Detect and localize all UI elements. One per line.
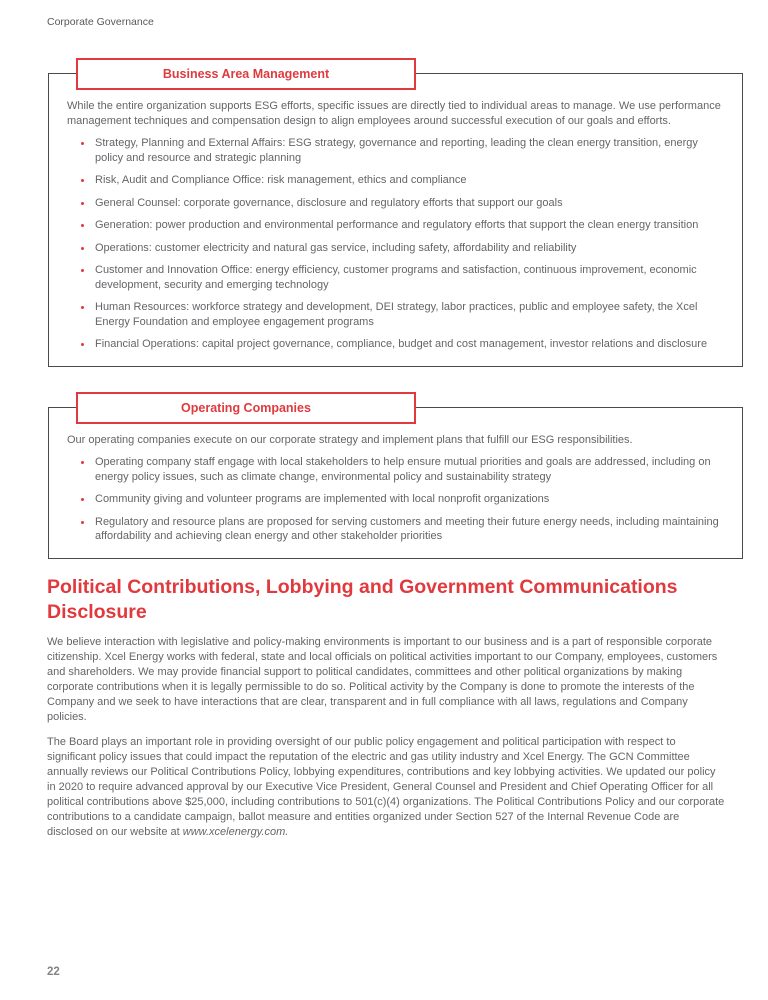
box-intro-text: While the entire organization supports ESG efforts, specific issues are directly tied to individual areas to manage. We use performance management techniques and compensation design to align employees around successful execution of our goals and efforts.: [67, 100, 721, 127]
body-paragraph-2: [47, 735, 726, 840]
operating-companies-bullet-list: [67, 455, 722, 544]
list-item: • Community giving and volunteer programs are implemented with local nonprofit organizations: [93, 492, 722, 507]
list-item: • Risk, Audit and Compliance Office: risk management, ethics and compliance: [93, 173, 722, 188]
box-title-business-area-management: Business Area Management: [76, 58, 416, 90]
list-item: • Generation: power production and environmental performance and regulatory efforts that support the clean energy transition: [93, 218, 722, 233]
list-item: • Operations: customer electricity and natural gas service, including safety, affordability and reliability: [93, 241, 722, 256]
website-text: www.xcelenergy.com.: [182, 825, 289, 838]
list-item: • Operating company staff engage with local stakeholders to help ensure mutual priorities and goals are addressed, including on energy policy issues, such as climate change, environmental policy and sustainability strategy: [93, 455, 722, 484]
business-area-bullet-list: [67, 136, 722, 352]
list-item: • Customer and Innovation Office: energy efficiency, customer programs and satisfaction, continuous improvement, economic development, security and emerging technology: [93, 263, 722, 292]
box-intro-text: Our operating companies execute on our corporate strategy and implement plans that fulfill our ESG responsibilities.: [67, 433, 633, 446]
list-item: • Human Resources: workforce strategy and development, DEI strategy, labor practices, public and employee safety, the Xcel Energy Foundation and employee engagement programs: [93, 300, 722, 329]
operating-companies-box: [48, 400, 743, 559]
section-heading: Political Contributions, Lobbying and Government Communications Disclosure: [47, 575, 678, 623]
list-item: • Strategy, Planning and External Affairs: ESG strategy, governance and reporting, leading the clean energy transition, energy policy and resource and strategic planning: [93, 136, 722, 165]
paragraph-text: The Board plays an important role in providing oversight of our public policy engagement and political participation with respect to significant policy issues that could impact the reputation of the electric and gas utility industry and Xcel Energy. The GCN Committee annually reviews our Political Contributions Policy, lobbying expenditures, contributions and key lobbying activities. We updated our policy in 2020 to require advanced approval by our Executive Vice President, General Counsel and President and Chief Operating Officer for all political contributions above $25,000, including contributions to 501(c)(4) organizations. The Political Contributions Policy and our corporate contributions to a candidate campaign, ballot measure and entities organized under Section 527 of the Internal Revenue Code are disclosed on our website at: [47, 735, 725, 838]
box-title-operating-companies: Operating Companies: [76, 392, 416, 424]
page-number: 22: [47, 966, 60, 978]
list-item: • Financial Operations: capital project governance, compliance, budget and cost management, investor relations and disclosure: [93, 337, 722, 352]
body-paragraph-1: We believe interaction with legislative and policy-making environments is important to our business and is a part of responsible corporate citizenship. Xcel Energy works with federal, state and local officials on political activities important to our Company, employees, customers and shareholders. We may provide financial support to political candidates, committees and other political organizations by making corporate contributions when it is legally permissible to do so. Political activity by the Company is done to promote the interests of the Company and we seek to have interactions that are clear, transparent and in full compliance with all laws, regulations and Company policies.: [47, 635, 718, 723]
list-item: • Regulatory and resource plans are proposed for serving customers and meeting their future energy needs, including maintaining affordability and achieving clean energy and other stakeholder priorities: [93, 515, 722, 544]
running-header: Corporate Governance: [47, 16, 154, 28]
list-item: • General Counsel: corporate governance, disclosure and regulatory efforts that support our goals: [93, 196, 722, 211]
business-area-management-box: [48, 67, 743, 367]
